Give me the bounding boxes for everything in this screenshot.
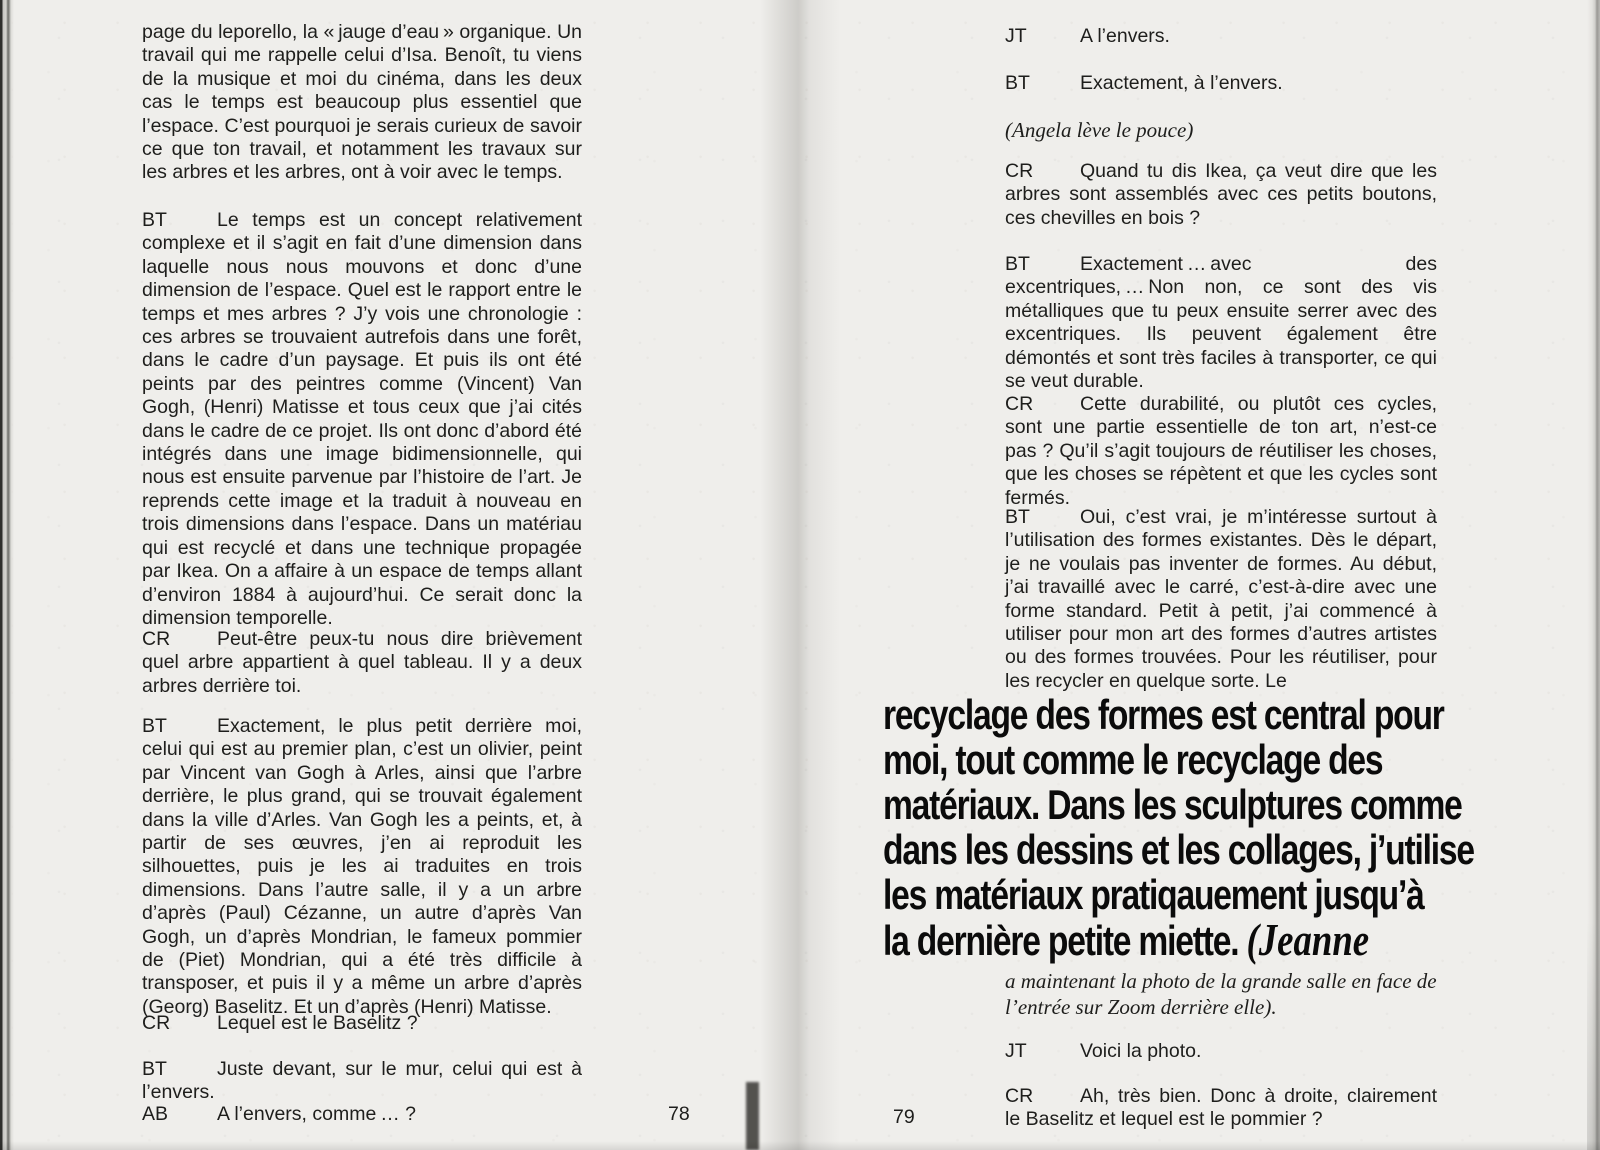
dialogue-paragraph [1005, 1085, 1437, 1132]
speaker-label: CR [1005, 1085, 1034, 1107]
speaker-label: BT [1005, 72, 1030, 94]
page-gutter-shadow [760, 0, 840, 1150]
paragraph-text: Cette durabilité, ou plutôt ces cycles, sont une partie essentielle de ton art, n’est-ce pas ? Qu’il s’agit toujours de réutiliser les choses, que les choses se répètent et que les cycles sont fermés. [1005, 393, 1437, 509]
dialogue-paragraph [1005, 506, 1437, 693]
speaker-label: CR [1005, 160, 1034, 182]
speaker-label: AB [142, 1103, 169, 1125]
speaker-label: BT [142, 715, 167, 737]
pull-quote-line-text: la dernière petite miette. [883, 917, 1247, 964]
book-bottom-shadow [0, 1141, 1600, 1150]
speaker-label: CR [1005, 393, 1034, 415]
paragraph-text: Oui, c’est vrai, je m’intéresse surtout à l’utilisation des formes existantes. Dès le départ, je ne voulais pas inventer de formes. Au début, j’ai travaillé avec le carré, c’est-à-dire avec une forme standard. Petit à petit, j’ai commencé à utiliser pour mon art des formes d’autres artistes ou des formes trouvées. Pour les réutiliser, pour les recycler en quelque sorte. Le [1005, 506, 1437, 692]
stage-direction-text: a maintenant la photo de la grande salle en face de l’entrée sur Zoom derrière elle). [1005, 969, 1437, 1019]
pull-quote-line [883, 914, 1474, 965]
dialogue-paragraph [1005, 393, 1437, 510]
book-right-page-edge [1587, 0, 1600, 1150]
paragraph-text: Ah, très bien. Donc à droite, clairement le Baselitz et lequel est le pommier ? [1005, 1085, 1437, 1131]
paragraph-text: Voici la photo. [1080, 1040, 1202, 1062]
paragraph-text: Exactement, à l’envers. [1080, 72, 1283, 94]
paragraph-text: Lequel est le Baselitz ? [217, 1012, 418, 1034]
dialogue-paragraph [1005, 160, 1437, 230]
dialogue-paragraph [142, 1103, 582, 1126]
paragraph-text: Juste devant, sur le mur, celui qui est à l’envers. [142, 1058, 582, 1104]
pull-quote [883, 691, 1474, 965]
paragraph-text: page du leporello, la « jauge d’eau » organique. Un travail qui me rappelle celui d’Isa. Benoît, tu viens de la musique et moi du cinéma, dans les deux cas le temps est beaucoup plus essentiel que l’espace. C’est pourquoi je serais curieux de savoir ce que ton travail, et notamment les travaux sur les arbres et les arbres, ont à voir avec le temps. [142, 21, 582, 184]
speaker-label: BT [142, 209, 167, 231]
speaker-label: JT [1005, 25, 1027, 47]
speaker-label: BT [1005, 253, 1030, 275]
pull-quote-line: matériaux. Dans les sculptures comme [883, 781, 1462, 828]
pull-quote-line: les matériaux pratiqauement jusqu’à [883, 871, 1424, 918]
dialogue-paragraph [142, 21, 582, 185]
paragraph-text: Le temps est un concept relativement complexe et il s’agit en fait d’une dimension dans laquelle nous nous mouvons et donc d’une dimension de l’espace. Quel est le rapport entre le temps et mes arbres ? J’y vois une chronologie : ces arbres se trouvaient autrefois dans une forêt, dans le cadre d’un paysage. Et puis ils ont été peints par des peintres comme (Vincent) Van Gogh, (Henri) Matisse et tous ceux que j’ai cités dans le cadre de ce projet. Ils ont donc d’abord été intégrés dans une image bidimensionnelle, qui nous est ensuite parvenue par l’histoire de l’art. Je reprends cette image et la traduit à nouveau en trois dimensions dans l’espace. Dans un matériau qui est recyclé et dans une technique propagée par Ikea. On a affaire à un espace de temps allant d’environ 1884 à aujourd’hui. Ce serait donc la dimension temporelle. [142, 209, 582, 629]
stage-direction-text: (Angela lève le pouce) [1005, 118, 1194, 142]
dialogue-paragraph [142, 628, 582, 698]
speaker-label: CR [142, 1012, 171, 1034]
pull-quote-line: dans les dessins et les collages, j’utilise [883, 826, 1474, 873]
speaker-label: BT [1005, 506, 1030, 528]
paragraph-text: Exactement … avec des excentriques, … Non non, ce sont des vis métalliques que tu peux ensuite serrer avec des excentriques. Ils peuvent également être démontés et sont très faciles à transporter, ce qui se veut durable. [1005, 253, 1437, 393]
pull-quote-line: moi, tout comme le recyclage des [883, 736, 1383, 783]
dialogue-paragraph [142, 1058, 582, 1105]
dialogue-paragraph [1005, 1040, 1437, 1063]
page-number-left: 78 [668, 1103, 690, 1125]
dialogue-paragraph [142, 1012, 582, 1035]
paragraph-text: A l’envers. [1080, 25, 1170, 47]
dialogue-paragraph [1005, 25, 1437, 48]
gutter-bottom-shadow [746, 1082, 759, 1150]
speaker-label: CR [142, 628, 171, 650]
dialogue-paragraph [142, 209, 582, 630]
page-number-right: 79 [893, 1106, 915, 1128]
stage-direction [1005, 117, 1437, 143]
pull-quote-line: recyclage des formes est central pour [883, 691, 1444, 738]
dialogue-paragraph [1005, 72, 1437, 95]
paragraph-text: A l’envers, comme … ? [217, 1103, 416, 1125]
stage-direction [1005, 968, 1445, 1020]
paragraph-text: Exactement, le plus petit derrière moi, celui qui est au premier plan, c’est un olivier, peint par Vincent van Gogh à Arles, ainsi que l’arbre derrière, le plus grand, qui se trouvait également dans la ville d’Arles. Van Gogh les a peints, et, à partir de ses œuvres, j’en ai reproduit les silhouettes, puis je les ai traduites en trois dimensions. Dans l’autre salle, il y a un arbre d’après (Paul) Cézanne, un autre d’après Van Gogh, un d’après Mondrian, le fameux pommier de (Piet) Mondrian, qui a été très difficile à transposer, et puis il y a même un arbre d’après (Georg) Baselitz. Et un d’après (Henri) Matisse. [142, 715, 582, 1018]
speaker-label: BT [142, 1058, 167, 1080]
book-left-page-edges [0, 0, 14, 1150]
paragraph-text: Peut-être peux-tu nous dire brièvement quel arbre appartient à quel tableau. Il y a deux arbres derrière toi. [142, 628, 582, 697]
speaker-label: JT [1005, 1040, 1027, 1062]
pull-quote-serif-suffix: (Jeanne [1246, 914, 1370, 965]
dialogue-paragraph [1005, 253, 1437, 393]
dialogue-paragraph [142, 715, 582, 1019]
paragraph-text: Quand tu dis Ikea, ça veut dire que les arbres sont assemblés avec ces petits boutons, ces chevilles en bois ? [1005, 160, 1437, 229]
